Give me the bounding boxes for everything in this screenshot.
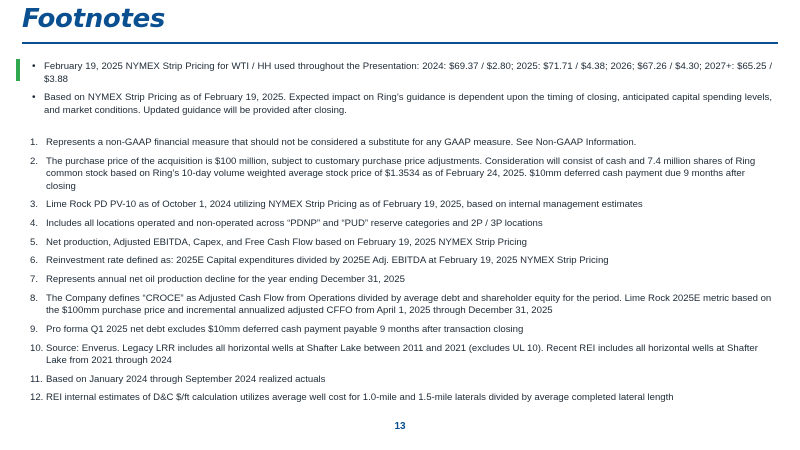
- footnote-text: Represents annual net oil production decline for the year ending December 31, 2025: [46, 274, 405, 286]
- footnote-list: [32, 137, 774, 411]
- bullet-item: • Based on NYMEX Strip Pricing as of February 19, 2025. Expected impact on Ring’s guidance is dependent upon the timing of closing, anticipated capital spending levels, and market conditions. Updated guidance will be provided after closing.: [32, 91, 772, 118]
- footnote-number: 2.: [30, 155, 39, 167]
- page-title: Footnotes: [22, 4, 166, 34]
- footnote-item: [32, 199, 774, 211]
- pricing-bullets: [32, 60, 772, 122]
- footnote-item: [32, 255, 774, 267]
- footnote-text: The purchase price of the acquisition is $100 million, subject to customary purchase price adjustments. Consideration will consist of cash and 7.4 million shares of Ring common stock based on Ring’s 10-day volume weighted average stock price of $1.3534 as of February 24, 2025. $10mm deferred cash payment due 9 months after closing: [46, 155, 756, 192]
- footnote-text: Represents a non-GAAP financial measure that should not be considered a substitute for any GAAP measure. See Non-GAAP Information.: [46, 137, 637, 148]
- footnote-item: [32, 137, 774, 149]
- footnote-item: [32, 374, 774, 386]
- footnote-number: 10.: [30, 342, 44, 354]
- footnote-number: 8.: [30, 292, 39, 304]
- page-number: 13: [394, 421, 406, 432]
- footnote-item: [32, 293, 774, 318]
- bullet-item: • February 19, 2025 NYMEX Strip Pricing for WTI / HH used throughout the Presentation: 2024: $69.37 / $2.80; 2025: $71.71 / $4.38; 2026; $67.26 / $4.30; 2027+: $65.25 / $3.88: [32, 60, 772, 87]
- green-accent-bar: [16, 59, 20, 81]
- footnote-item: [32, 218, 774, 230]
- footnote-text: Pro forma Q1 2025 net debt excludes $10mm deferred cash payment payable 9 months after transaction closing: [46, 323, 524, 335]
- footnote-text: The Company defines “CROCE” as Adjusted Cash Flow from Operations divided by average debt and shareholder equity for the period. Lime Rock 2025E metric based on the $100mm purchase price and incremental annualized adjusted CFFO from April 1, 2025 through December 31, 2025: [46, 292, 772, 317]
- title-divider: [22, 42, 778, 44]
- footnote-number: 1.: [30, 137, 39, 148]
- footnote-item: [32, 156, 774, 193]
- footnote-number: 4.: [30, 217, 39, 229]
- footnote-number: 12.: [30, 392, 44, 404]
- footnote-number: 5.: [30, 236, 39, 248]
- footnote-text: REI internal estimates of D&C $/ft calculation utilizes average well cost for 1.0-mile and 1.5-mile laterals divided by average completed lateral length: [46, 392, 674, 404]
- footnote-number: 9.: [30, 323, 39, 335]
- footnote-item: [32, 274, 774, 286]
- footnote-item: [32, 237, 774, 249]
- footnote-text: Reinvestment rate defined as: 2025E Capital expenditures divided by 2025E Adj. EBITDA at February 19, 2025 NYMEX Strip Pricing: [46, 255, 609, 267]
- footnote-text: Includes all locations operated and non-operated across “PDNP” and “PUD” reserve categories and 2P / 3P locations: [46, 217, 543, 229]
- footnote-text: Net production, Adjusted EBITDA, Capex, and Free Cash Flow based on February 19, 2025 NYMEX Strip Pricing: [46, 236, 527, 248]
- footnote-item: [32, 392, 774, 404]
- footnote-item: [32, 324, 774, 336]
- footnote-text: Source: Enverus. Legacy LRR includes all horizontal wells at Shafter Lake between 2011 and 2021 (excludes UL 10). Recent REI includes all horizontal wells at Shafter Lake from 2021 through 2024: [46, 342, 758, 366]
- footnote-text: Lime Rock PD PV-10 as of October 1, 2024 utilizing NYMEX Strip Pricing as of February 19, 2025, based on internal management estimates: [46, 199, 643, 211]
- footnote-text: Based on January 2024 through September 2024 realized actuals: [46, 373, 326, 385]
- footnote-item: [32, 343, 774, 368]
- footnote-number: 3.: [30, 199, 39, 211]
- footnote-number: 6.: [30, 255, 39, 267]
- footnote-number: 7.: [30, 274, 39, 286]
- footnote-number: 11.: [30, 373, 43, 385]
